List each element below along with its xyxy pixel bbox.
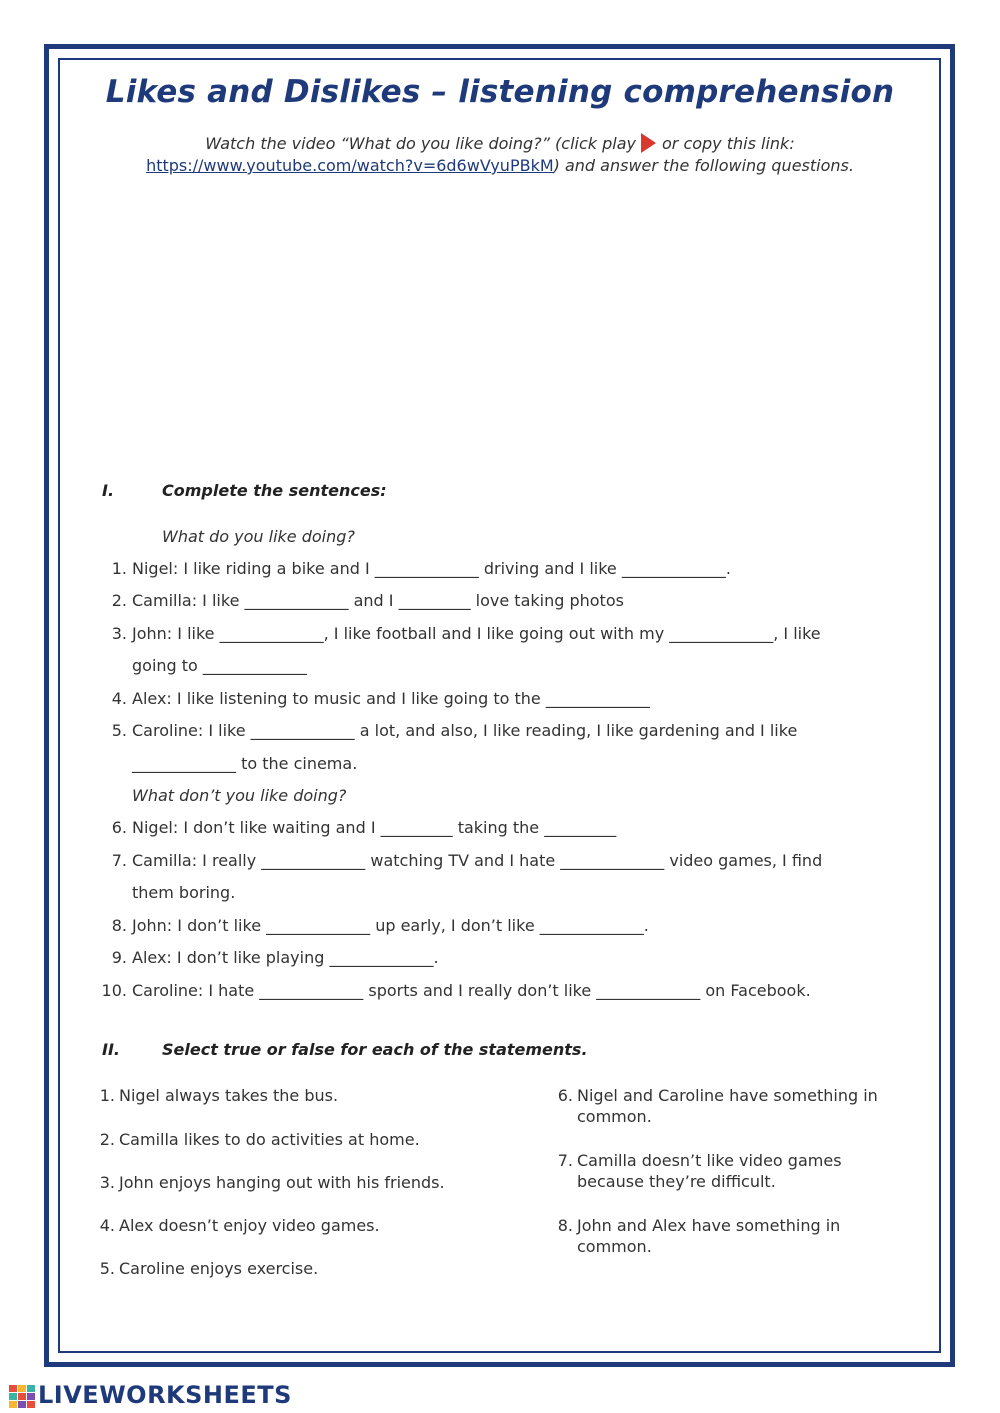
statement-text: John enjoys hanging out with his friends. [119, 1173, 445, 1192]
intro-instructions [100, 132, 900, 177]
intro-text-after-link: ) and answer the following questions. [553, 156, 854, 175]
statement-number: 2. [99, 1130, 115, 1149]
sentence-number: 7. [111, 851, 127, 870]
sentence-line [132, 656, 307, 675]
sentence-number: 8. [111, 916, 127, 935]
liveworksheets-logo-icon [8, 1383, 36, 1409]
statement-number: 8. [557, 1216, 573, 1235]
sentence-line [111, 624, 821, 643]
statement-text: Alex doesn’t enjoy video games. [119, 1216, 380, 1235]
sentence-text[interactable]: Alex: I like listening to music and I like going to the _____________ [132, 689, 650, 708]
sentence-text[interactable]: Caroline: I like _____________ a lot, and also, I like reading, I like gardening and I like [132, 721, 798, 740]
sentence-number: 2. [111, 591, 127, 610]
statement-number: 4. [99, 1216, 115, 1235]
sentence-number: 4. [111, 689, 127, 708]
sentence-text[interactable]: John: I like _____________, I like football and I like going out with my _____________, I like [132, 624, 821, 643]
liveworksheets-logo-text: LIVEWORKSHEETS [38, 1381, 292, 1409]
intro-text-before-play: Watch the video “What do you like doing?” (click play [205, 134, 636, 153]
sentence-line [111, 818, 617, 837]
sentence-line [111, 851, 823, 870]
subheading-dislikes: What don’t you like doing? [132, 786, 347, 805]
sentence-line [111, 721, 798, 740]
sentence-line [111, 916, 649, 935]
statement-text-line2: common. [577, 1237, 652, 1256]
sentence-number: 6. [111, 818, 127, 837]
sentence-text[interactable]: Nigel: I like riding a bike and I _____________ driving and I like _____________. [132, 559, 731, 578]
sentence-text[interactable]: Nigel: I don’t like waiting and I _________ taking the _________ [132, 818, 617, 837]
statement-number: 1. [99, 1086, 115, 1105]
sentence-line [111, 591, 624, 610]
statement-text: Caroline enjoys exercise. [119, 1259, 319, 1278]
statement-item[interactable] [99, 1258, 319, 1279]
statement-number: 5. [99, 1259, 115, 1278]
sentence-number: 10. [101, 981, 127, 1000]
statement-text-line2: because they’re difficult. [577, 1172, 776, 1191]
section-2-heading [102, 1040, 588, 1059]
sentence-text[interactable]: going to _____________ [132, 656, 307, 675]
section-1-heading [102, 481, 387, 500]
section-1-number: I. [102, 481, 115, 500]
statement-item[interactable] [99, 1085, 339, 1106]
statement-item[interactable] [99, 1129, 420, 1150]
statement-text: Camilla likes to do activities at home. [119, 1130, 420, 1149]
section-1-title: Complete the sentences: [162, 481, 387, 500]
sentence-text[interactable]: John: I don’t like _____________ up early, I don’t like _____________. [132, 916, 649, 935]
sentence-line [101, 981, 811, 1000]
sentence-text[interactable]: Camilla: I really _____________ watching TV and I hate _____________ video games, I find [132, 851, 823, 870]
statement-item[interactable] [99, 1172, 445, 1193]
statement-text: Nigel always takes the bus. [119, 1086, 339, 1105]
sentence-number: 5. [111, 721, 127, 740]
sentence-text[interactable]: Caroline: I hate _____________ sports and I really don’t like _____________ on Facebook. [132, 981, 811, 1000]
statement-text-line2: common. [577, 1107, 652, 1126]
section-2-title: Select true or false for each of the statements. [162, 1040, 588, 1059]
sentence-text[interactable]: them boring. [132, 883, 236, 902]
statement-number: 3. [99, 1173, 115, 1192]
sentence-line [111, 689, 650, 708]
sentence-line [132, 754, 357, 773]
sentence-text[interactable]: _____________ to the cinema. [132, 754, 358, 773]
video-link[interactable]: https://www.youtube.com/watch?v=6d6wVyuPBkM [146, 156, 554, 175]
sentence-line [111, 559, 731, 578]
statement-item[interactable] [557, 1085, 878, 1127]
play-icon[interactable] [638, 132, 658, 154]
worksheet-title: Likes and Dislikes – listening comprehension [105, 74, 895, 110]
statement-item[interactable] [557, 1150, 842, 1192]
sentence-text[interactable]: Alex: I don’t like playing _____________. [132, 948, 439, 967]
intro-text-after-play: or copy this link: [661, 134, 795, 153]
statement-item[interactable] [557, 1215, 841, 1257]
sentence-number: 3. [111, 624, 127, 643]
sentence-number: 1. [111, 559, 127, 578]
subheading-likes: What do you like doing? [162, 527, 355, 546]
sentence-line [111, 948, 439, 967]
statement-text-line1: Camilla doesn’t like video games [577, 1151, 842, 1170]
statement-number: 6. [557, 1086, 573, 1105]
statement-text-line1: John and Alex have something in [577, 1216, 841, 1235]
statement-number: 7. [557, 1151, 573, 1170]
sentence-line [132, 883, 235, 902]
statement-text-line1: Nigel and Caroline have something in [577, 1086, 878, 1105]
statement-item[interactable] [99, 1215, 380, 1236]
section-2-number: II. [102, 1040, 120, 1059]
sentence-number: 9. [111, 948, 127, 967]
sentence-text[interactable]: Camilla: I like _____________ and I _________ love taking photos [132, 591, 624, 610]
